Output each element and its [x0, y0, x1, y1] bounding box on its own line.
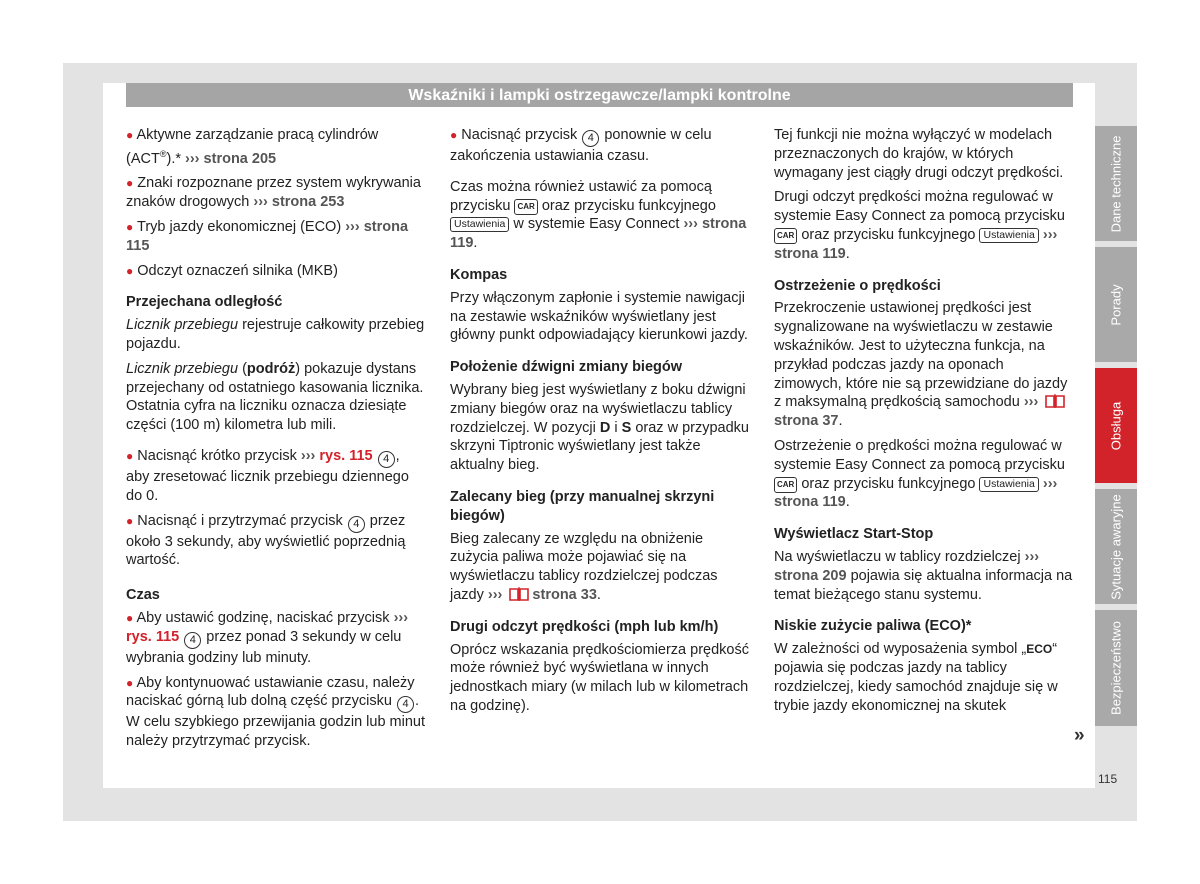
continued-arrow-icon: »: [1074, 725, 1085, 746]
page-reference-link[interactable]: ››› strona 119: [774, 226, 1058, 262]
bullet-icon: ●: [126, 610, 134, 625]
car-button-icon: CAR: [774, 477, 797, 493]
column-2: [450, 126, 750, 722]
section-heading: Położenie dźwigni zmiany biegów: [450, 359, 683, 376]
list-item: ● Nacisnąć i przytrzymać przycisk 4 przez około 3 sekundy, aby wyświetlić poprzednią wartość.: [126, 512, 406, 569]
section-heading: Przejechana odległość: [126, 294, 283, 311]
page-reference-link[interactable]: ››› strona 119: [774, 475, 1058, 511]
list-item: ● Aby kontynuować ustawianie czasu, należy naciskać górną lub dolną część przycisku 4 . W celu szybkiego przewijania godzin lub minut należy przytrzymać przycisk.: [126, 674, 426, 750]
list-item: [126, 218, 426, 256]
button-4-icon: 4: [184, 632, 201, 649]
paragraph: Oprócz wskazania prędkościomierza prędkość może również być wyświetlana w innych jednostkach miary (w milach lub w kilometrach na godzinę).: [450, 641, 749, 714]
paragraph: Czas można również ustawić za pomocą przycisku CAR oraz przycisku funkcyjnego Ustawienia w systemie Easy Connect ››› strona 119.: [450, 178, 747, 252]
column-3: [774, 126, 1074, 721]
list-item: [126, 126, 426, 168]
bullet-icon: ●: [126, 675, 134, 690]
tab-porady[interactable]: Porady: [1095, 247, 1137, 362]
bullet-icon: ●: [450, 128, 458, 142]
list-item: ● Nacisnąć krótko przycisk ››› rys. 115 4 , aby zresetować licznik przebiegu dziennego do 0.: [126, 447, 409, 504]
button-4-icon: 4: [397, 696, 414, 713]
book-icon: [1044, 393, 1066, 409]
car-button-icon: CAR: [774, 228, 797, 244]
bullet-icon: ●: [126, 176, 134, 191]
section-heading: Zalecany bieg (przy manualnej skrzyni biegów): [450, 488, 715, 524]
list-item: ● Aby ustawić godzinę, naciskać przycisk ››› rys. 115 4 przez ponad 3 sekundy w celu wybrania godziny lub minuty.: [126, 609, 409, 666]
section-heading: Niskie zużycie paliwa (ECO)*: [774, 618, 972, 635]
bullet-icon: ●: [126, 448, 134, 463]
figure-reference-link[interactable]: ››› rys. 115: [300, 447, 373, 464]
tab-obsluga[interactable]: Obsługa: [1095, 368, 1137, 483]
page-reference-link[interactable]: ››› strona 115: [126, 219, 409, 254]
tab-dane-techniczne[interactable]: Dane techniczne: [1095, 126, 1137, 241]
paragraph: Bieg zalecany ze względu na obniżenie zużycia paliwa może pojawiać się na wyświetlaczu tablicy rozdzielczej podczas jazdy ››› strona 33.: [450, 530, 718, 603]
section-heading: Drugi odczyt prędkości (mph lub km/h): [450, 618, 719, 635]
page-reference-link[interactable]: ››› strona 253: [253, 194, 345, 211]
text: Tryb jazdy ekonomicznej (ECO): [137, 219, 342, 236]
paragraph: Licznik przebiegu (podróż) pokazuje dystans przejechany od ostatniego kasowania licznika. Ostatnia cyfra na liczniku oznacza dziesiąte części (100 m) kilometra lub mili.: [126, 360, 424, 434]
text: Odczyt oznaczeń silnika (MKB): [137, 262, 338, 279]
page-reference-link[interactable]: ››› strona 37: [774, 394, 1068, 429]
list-item: [126, 174, 426, 212]
list-item: [126, 262, 426, 281]
button-4-icon: 4: [378, 451, 395, 468]
bullet-icon: ●: [126, 128, 134, 142]
bullet-icon: ●: [126, 263, 134, 278]
tab-sytuacje-awaryjne[interactable]: Sytuacje awaryjne: [1095, 489, 1137, 604]
text: ).*: [166, 150, 181, 167]
car-button-icon: CAR: [514, 199, 537, 215]
book-icon: [508, 586, 530, 602]
bullet-icon: ●: [126, 220, 134, 235]
page-reference-link[interactable]: ››› strona 33: [487, 586, 597, 603]
settings-key-icon: Ustawienia: [979, 228, 1038, 243]
button-4-icon: 4: [582, 130, 599, 147]
list-item: ● Nacisnąć przycisk 4 ponownie w celu zakończenia ustawiania czasu.: [450, 127, 712, 164]
text: Aktywne zarządzanie pracą cylindrów (ACT: [126, 127, 379, 167]
paragraph: Przy włączonym zapłonie i systemie nawigacji na zestawie wskaźników wyświetlany jest główny punkt odpowiadający kierunkowi jazdy.: [450, 289, 748, 344]
settings-key-icon: Ustawienia: [979, 477, 1038, 492]
page-reference-link[interactable]: ››› strona 209: [774, 548, 1040, 584]
page-reference-link[interactable]: ››› strona 205: [185, 150, 277, 167]
paragraph: Licznik przebiegu rejestruje całkowity przebieg pojazdu.: [126, 317, 425, 352]
paragraph: Drugi odczyt prędkości można regulować w systemie Easy Connect za pomocą przycisku CAR oraz przycisku funkcyjnego Ustawienia ››› strona 119.: [774, 189, 1065, 262]
bullet-icon: ●: [126, 513, 134, 528]
text: Znaki rozpoznane przez system wykrywania znaków drogowych: [126, 175, 421, 211]
page-title: Wskaźniki i lampki ostrzegawcze/lampki kontrolne: [126, 83, 1073, 107]
column-1: [126, 126, 426, 757]
tab-bezpieczenstwo[interactable]: Bezpieczeństwo: [1095, 610, 1137, 726]
paragraph: Na wyświetlaczu w tablicy rozdzielczej ››› strona 209 pojawia się aktualna informacja na temat bieżącego stanu systemu.: [774, 548, 1073, 603]
section-heading: Czas: [126, 587, 160, 604]
text: ®: [159, 148, 167, 159]
paragraph: Przekroczenie ustawionej prędkości jest sygnalizowane na wyświetlaczu w zestawie wskaźników. Jest to użyteczna funkcja, na przykład podczas jazdy na oponach zimowych, które nie są przewidziane do jazdy z maksymalną prędkością samochodu ››› strona 37.: [774, 300, 1068, 430]
section-heading: Wyświetlacz Start-Stop: [774, 526, 934, 543]
page-number: 115: [1098, 772, 1118, 786]
paragraph: W zależności od wyposażenia symbol „ECO“ pojawia się podczas jazdy na tablicy rozdzielczej, kiedy samochód znajduje się w trybie jazdy ekonomicznej na skutek: [774, 641, 1058, 714]
button-4-icon: 4: [348, 516, 365, 533]
section-heading: Kompas: [450, 266, 508, 283]
figure-reference-link[interactable]: ››› rys. 115: [126, 609, 409, 645]
page-reference-link[interactable]: ››› strona 119: [450, 216, 747, 252]
section-heading: Ostrzeżenie o prędkości: [774, 277, 941, 294]
paragraph: Wybrany bieg jest wyświetlany z boku dźwigni zmiany biegów oraz na wyświetlaczu tablicy rozdzielczej. W pozycji D i S oraz w przypadku skrzyni Tiptronic wyświetlany jest także aktualny bieg.: [450, 381, 749, 474]
paragraph: Ostrzeżenie o prędkości można regulować w systemie Easy Connect za pomocą przycisku CAR oraz przycisku funkcyjnego Ustawienia ››› strona 119.: [774, 437, 1065, 511]
paragraph: Tej funkcji nie można wyłączyć w modelach przeznaczonych do krajów, w których wymagany jest ciągły drugi odczyt prędkości.: [774, 127, 1064, 181]
settings-key-icon: Ustawienia: [450, 217, 509, 232]
